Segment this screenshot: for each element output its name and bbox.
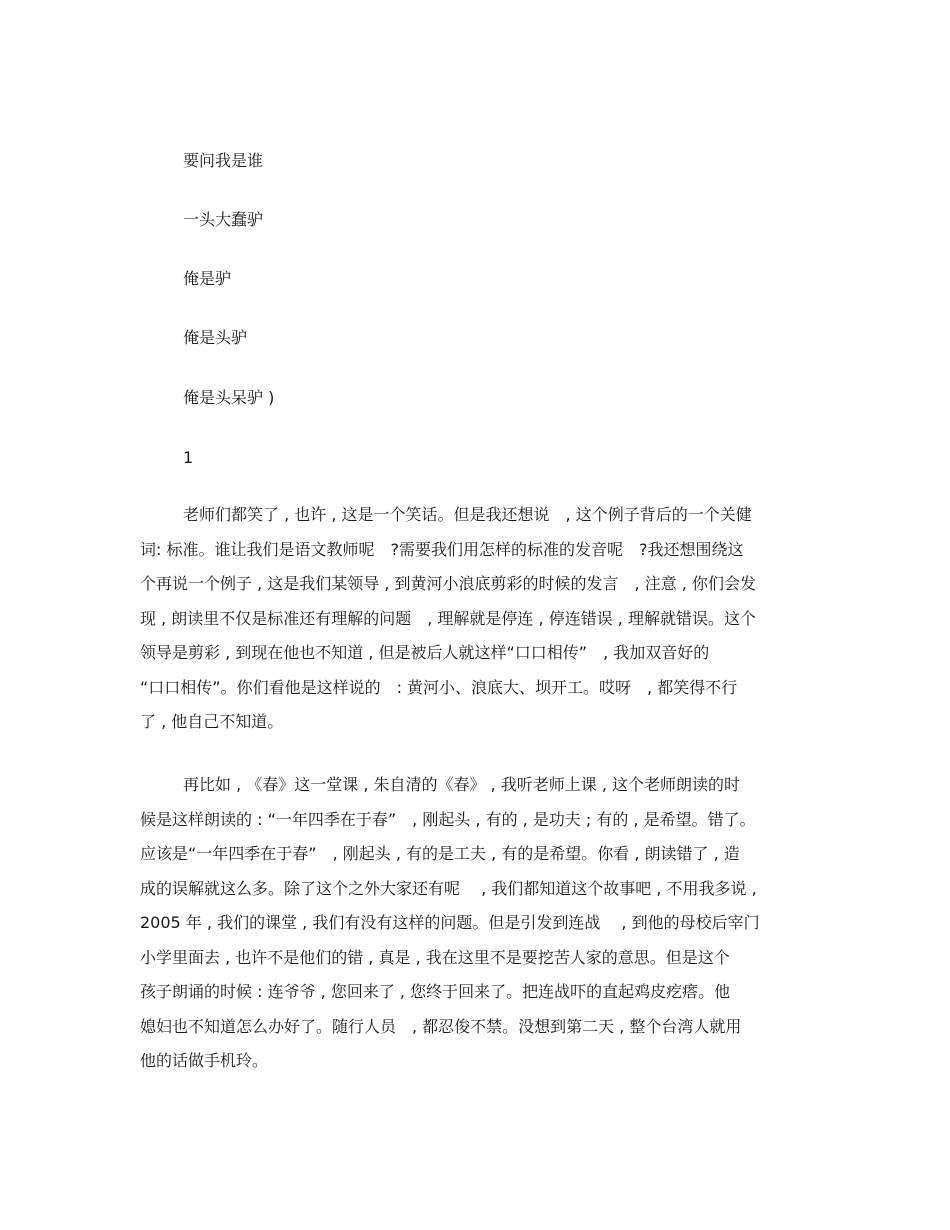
page-number-line: 1	[183, 448, 194, 467]
paragraph-line: 孩子朗诵的时候 : 连爷爷 , 您回来了 , 您终于回来了。把连战吓的直起鸡皮疙瘩。他	[140, 982, 731, 1001]
paragraph-line: 个再说一个例子 , 这是我们某领导 , 到黄河小浪底剪彩的时候的发言 , 注意 , 你们会发	[140, 574, 756, 593]
paragraph-line: 小学里面去 , 也许不是他们的错 , 真是 , 我在这里不是要挖苦人家的意思。但是这个	[140, 947, 730, 967]
paragraph-line: 现 , 朗读里不仅是标准还有理解的问题 , 理解就是停连 , 停连错误 , 理解就错误。这个	[140, 608, 756, 628]
text-line: 要问我是谁	[183, 151, 264, 170]
paragraph-line: 词: 标准。谁让我们是语文教师呢 ?需要我们用怎样的标准的发音呢 ?我还想围绕这	[140, 539, 744, 559]
paragraph	[140, 773, 830, 1084]
paragraph-line: 他的话做手机玲。	[140, 1051, 269, 1070]
text-line: 俺是驴	[183, 269, 232, 288]
text-line: 俺是头驴	[183, 328, 248, 347]
paragraph-line: 候是这样朗读的 : “一年四季在于春” , 刚起头 , 有的 , 是功夫 ; 有的 , 是希望。错了。	[140, 809, 756, 829]
paragraph-line: 领导是剪彩 , 到现在他也不知道 , 但是被后人就这样“口口相传” , 我加双音好的	[140, 643, 710, 662]
paragraph-line: 再比如 , 《春》这一堂课 , 朱自清的《春》 , 我听老师上课 , 这个老师朗读的时	[183, 775, 741, 794]
paragraph	[140, 503, 830, 745]
paragraph-line: 成的误解就这么多。除了这个之外大家还有呢 , 我们都知道这个故事吧 , 不用我多说 ,	[140, 878, 757, 898]
text-line: 俺是头呆驴 )	[183, 388, 275, 407]
paragraph-line: 了 , 他自己不知道。	[140, 712, 284, 731]
paragraph-line: 应该是“一年四季在于春” , 刚起头 , 有的是工夫 , 有的是希望。你看 , 朗读错了 , 造	[140, 844, 740, 863]
text-line: 一头大蠢驴	[183, 210, 264, 229]
paragraph-line: 2005 年 , 我们的课堂 , 我们有没有这样的问题。但是引发到连战 , 到他的母校后宰门	[140, 913, 760, 932]
paragraph-line: 老师们都笑了 , 也许 , 这是一个笑话。但是我还想说 , 这个例子背后的一个关健	[183, 505, 752, 524]
paragraph-line: 媳妇也不知道怎么办好了。随行人员 , 都忍俊不禁。没想到第二天 , 整个台湾人就用	[140, 1016, 742, 1036]
paragraph-line: “口口相传”。你们看他是这样说的 : 黄河小、浪底大、坝开工。哎呀 , 都笑得不行	[140, 677, 738, 697]
